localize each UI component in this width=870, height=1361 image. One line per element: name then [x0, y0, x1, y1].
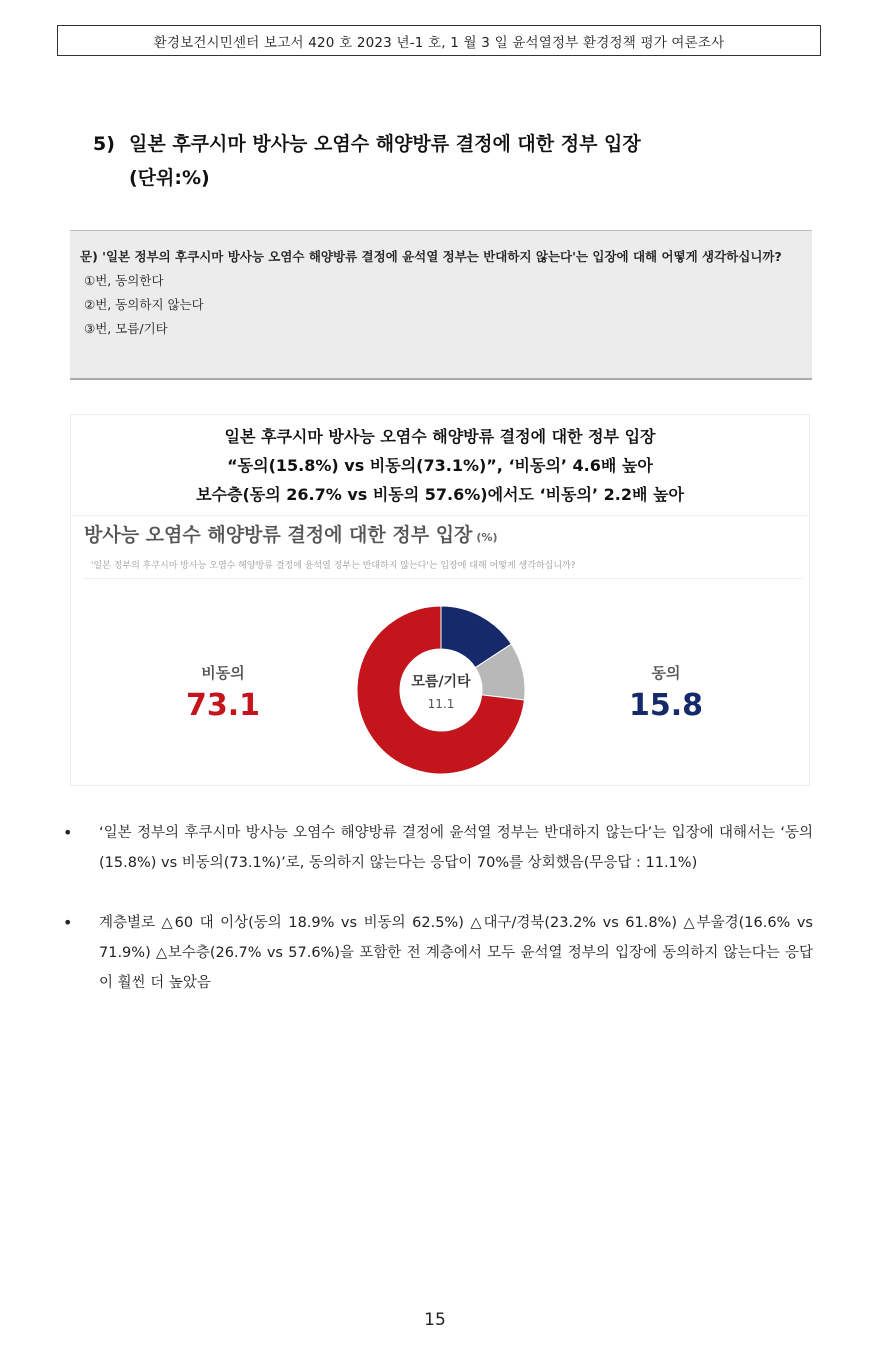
bullet-list [63, 818, 813, 1028]
survey-figure [70, 414, 810, 786]
bullet-dot: • [63, 913, 73, 932]
disagree-value: 73.1 [185, 688, 261, 723]
page-header [57, 25, 821, 56]
chart-title-text: 방사능 오염수 해양방류 결정에 대한 정부 입장 [84, 524, 473, 546]
page-number: 15 [424, 1310, 446, 1330]
disagree-label: 비동의 [201, 664, 245, 682]
section-title [93, 127, 793, 195]
bullet-text-1: ‘일본 정부의 후쿠시마 방사능 오염수 해양방류 결정에 윤석열 정부는 반대하지 않는다’는 입장에 대해서는 ‘동의(15.8%) vs 비동의(73.1%)’로, 동의하지 않는다는 응답이 70%를 상회했음(무응답 : 11.1%) [99, 825, 813, 871]
question-text: 문) '일본 정부의 후쿠시마 방사능 오염수 해양방류 결정에 윤석열 정부는 반대하지 않는다'는 입장에 대해 어떻게 생각하십니까? [80, 249, 782, 264]
option-unknown: ③번, 모름/기타 [84, 321, 168, 336]
center-value: 11.1 [427, 697, 455, 711]
bullet-text-2: 계층별로 △60 대 이상(동의 18.9% vs 비동의 62.5%) △대구/경북(23.2% vs 61.8%) △부울경(16.6% vs 71.9%) △보수층(26.7% vs 57.6%)을 포함한 전 계층에서 모두 윤석열 정부의 입장에 동의하지 않는다는 응답이 훨씬 더 높았음 [99, 915, 813, 991]
figure-headline-3: 보수층(동의 26.7% vs 비동의 57.6%)에서도 ‘비동의’ 2.2배 높아 [196, 485, 684, 504]
agree-value: 15.8 [628, 688, 704, 723]
chart-title-unit: (%) [476, 531, 498, 544]
section-number: 5) [93, 133, 115, 155]
bullet-dot: • [63, 823, 73, 842]
option-agree: ①번, 동의한다 [84, 273, 164, 288]
chart-subtitle: '일본 정부의 후쿠시마 방사능 오염수 해양방류 결정에 윤석열 정부는 반대하지 않는다'는 입장에 대해 어떻게 생각하십니까? [91, 561, 576, 571]
figure-headlines [71, 415, 809, 509]
option-disagree: ②번, 동의하지 않는다 [84, 297, 204, 312]
section-title-text: 일본 후쿠시마 방사능 오염수 해양방류 결정에 대한 정부 입장 [129, 133, 641, 155]
figure-headline-2: “동의(15.8%) vs 비동의(73.1%)”, ‘비동의’ 4.6배 높아 [227, 456, 653, 475]
question-options [80, 269, 802, 341]
chart-area [71, 515, 809, 786]
section-unit: (단위:%) [129, 167, 210, 189]
bullet-item [63, 908, 813, 998]
bullet-item [63, 818, 813, 878]
question-box [70, 230, 812, 380]
agree-label: 동의 [651, 664, 681, 682]
page-header-text: 환경보건시민센터 보고서 420 호 2023 년-1 호, 1 월 3 일 윤석열정부 환경정책 평가 여론조사 [153, 34, 725, 51]
chart-subtitle-rule [83, 578, 803, 579]
figure-headline-1: 일본 후쿠시마 방사능 오염수 해양방류 결정에 대한 정부 입장 [224, 427, 656, 446]
chart-title [84, 520, 498, 547]
center-label: 모름/기타 [411, 674, 471, 690]
